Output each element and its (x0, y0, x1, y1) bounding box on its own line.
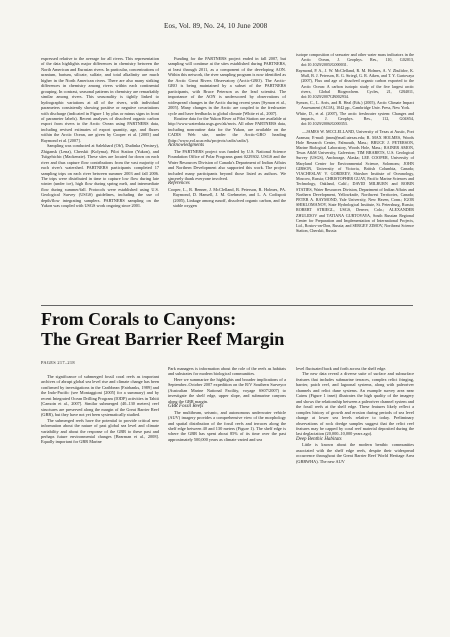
paragraph: The submerged reefs have the potential to provide critical new information about the nature of past global sea level and climate variability and about the response of the GBR to these past and perhaps future environmental changes [Bearman et al., 2008]. Equally important for GBR Marine (41, 417, 159, 445)
deep-benthic-habitats-heading: Deep Benthic Habitats (296, 436, 342, 442)
paragraph: Funding for the PARTNERS project ended in fall 2007, but sampling will continue at the sites established during PARTNERS, at least through 2011, as a component of the developing AON. Within this network, the river sampling program is now identified as the Arctic Great Rivers Observatory (Arctic-GRO). The Arctic-GRO is being maintained by a subset of the PARTNERS participants, with Bruce Peterson as the lead scientist. The importance of the AON is underscored by observations of widespread changes in the Arctic during recent years [Symon et al., 2005]. Many changes in the Arctic are coupled to the freshwater cycle and have feedbacks to global climate [White et al., 2007]. (168, 56, 286, 116)
reference-item: isotope composition of seawater and other water mass indicators in the Arctic Ocean, J. Geophys. Res., 110, G02013, doi:10.1029/2005JG000031. (296, 52, 414, 68)
author-list: —JAMES W. MCCLELLAND, University of Texas at Austic, Port Aransas; E-mail: jimm@mail.utexas.edu; R. MAX HOLMES, Woods Hole Research Center, Falmouth, Mass.; BRUCE J. PETERSON, Marine Biological Laboratory, Woods Hole, Mass.; RAINER AMON, Texas A&M University, Galveston; TIM BRABETS, U.S. Geological Survey (USGS), Anchorage, Alaska; LEE COOPER, University of Maryland Center for Environmental Science, Solomons; JOHN GIBSON, University of Victoria, British Columbia, Canada; VIACHESLAV V. GORDEEV, Shirshov Institute of Oceanology, Moscow, Russia; CHRISTOPHER GUAY, Pacific Marine Sciences and Technology, Oakland, Calif.; DAVID MILBURN and ROBIN STATIES, Water Resources Division, Department of Indian Affairs and Northern Development, Yellowknife, Northwest Territories, Canada; PETER A. RAYMOND, Yale University, New Haven, Conn.; IGOR SHIKLOMANOV, State Hydrological Institute, St. Petersburg, Russia; ROBERT STRIEGL, USGS, Denver, Colo.; ALEXANDER ZHULIDOV and TATIANA GURTOVAYA, South Russian Regional Center for Preparation and Implementation of International Projects, Ltd., Rostov-on-Don, Russia; and SERGEY ZIMOV, Northeast Science Station, Cherskii, Russia (296, 129, 414, 234)
section-divider (41, 305, 413, 306)
paragraph: Routine data for the Yukon River at Pilot Station are available at http://www.waterdata.usgs.gov/ak/nwis. All other PARTNERS data, including nonroutine data for the Yukon, are available on the CADIS Web site, under the Arctic-GRO heading (http://www.eol.ucar.edu/projects/cadis/cadis/). (168, 115, 286, 143)
paragraph: Park managers is information about the role of the reefs as habitats and substrates for modern biological communities. (168, 366, 286, 377)
page-range: PAGES 217–218 (41, 360, 75, 365)
paragraph: level fluctuated back and forth across the shelf edge. (296, 366, 387, 371)
article-column-1 (41, 374, 159, 445)
article-title-line-2: The Great Barrier Reef Margin (41, 329, 285, 349)
reference-item: Raymond, P. A., J. W. McClelland, R. M. Holmes, A. V. Zhulidov, K. Mull, B. J. Peterson, R. G. Striegl, G. R. Aiken, and T. Y. Gurtovaya (2007), Flux and age of dissolved organic carbon exported to the Arctic Ocean: A carbon isotopic study of the five largest arctic rivers, Global Biogeochem. Cycles, 21, GB4011, doi:10.1029/2007GB002934. (296, 68, 414, 99)
journal-header: Eos, Vol. 89, No. 24, 10 June 2008 (164, 22, 268, 30)
column-3 (296, 52, 414, 233)
article-column-2 (168, 366, 286, 442)
paragraph: The new data reveal a diverse suite of surface and subsurface features that includes submarine terraces, complex relict fringing, barrier, patch reef, and lagoonal systems, along with paleoriver channels and relict dune systems. An example survey area near Cairns (Figure 1 inset) illustrates the high quality of the imagery and shows the relationship between a paleoriver channel system and the fossil reefs at the shelf edge. These features likely reflect a complex history of growth and erosion during periods of sea level change at lower sea levels relative to today. Preliminary observations of rock dredge samples suggest that the relict reef features may be capped by coral reef material deposited during the last deglaciation (20,000–10,000 years ago). (296, 371, 414, 437)
paragraph: The significance of submerged fossil coral reefs as important archives of abrupt global sea level rise and climate change has been confirmed by investigations in the Caribbean [Fairbanks, 1989] and the Indo-Pacific (see Montaggioni [2005] for a summary) and by recent Integrated Ocean Drilling Program (IODP) activities in Tahiti [Camoin et al., 2007]. Similar submerged (40–130 meters) reef structures are preserved along the margin of the Great Barrier Reef (GBR), but they have not yet been systematically studied. (41, 374, 159, 418)
acknowledgments-text: The PARTNERS project was funded by U.S. National Science Foundation Office of Polar Programs grant 0229302. USGS and the Water Resources Division of Canada's Department of Indian Affairs and Northern Development also supported this work. The project included many participants beyond those listed as authors. We sincerely thank everyone involved. (168, 148, 286, 181)
article-column-3 (296, 366, 414, 464)
acknowledgments-heading: Acknowledgments (168, 143, 205, 149)
paragraph: Sampling was conducted at Salekhard (Ob'), Dudinka (Yenisey), Zhigansk (Lena), Cherskii (Kolyma), Pilot Station (Yukon), and Tsiigehtchic (Mackenzie). These sites are located far down on each river and thus capture flow contributions from the vast majority of each river's watershed. PARTNERS participants completed 17 sampling trips on each river between summer 2003 and fall 2006. The trips were distributed in time to capture low flow during late winter (under ice), high flow during spring melt, and intermediate flow during summer/fall. Protocols were established using U.S. Geological Survey (USGS) guidelines, including the use of depth/flow integrating samplers. PARTNERS sampling on the Yukon was coupled with USGS work ongoing since 2001. (41, 143, 159, 209)
paragraph: The multibeam, seismic, and autonomous underwater vehicle (AUV) imagery provides a comprehensive view of the morphology and spatial distribution of the fossil reefs and terraces along the shelf edge between 40 and 130 meters (Figure 1). The shelf edge is where the GBR has spent about 85% of its time over the past approximately 500,000 years as climate varied and sea (168, 409, 286, 442)
article-title-line-1: From Corals to Canyons: (41, 309, 237, 329)
gbr-fossil-reefs-heading: GBR Fossil Reefs (168, 404, 204, 410)
column-1 (41, 56, 159, 209)
paragraph: Here we summarize the highlights and broader implications of a September–October 2007 expedition on the R/V Southern Surveyor (Australian Marine National Facility, voyage SS07/2007) to investigate the shelf edge, upper slope, and submarine canyons along the GBR margin. (168, 376, 286, 404)
paragraph: Little is known about the modern benthic communities associated with the shelf edge reefs, despite their widespread occurrence throughout the Great Barrier Reef World Heritage Area (GBRWHA). The new AUV (296, 442, 414, 464)
reference-item: White, D., et al. (2007), The arctic freshwater system: Changes and impacts, J. Geophys. Res., 112, G04S54, doi:10.1029/2006JG000353. (296, 111, 414, 127)
paragraph: expressed relative to the average for all rivers. This representation of the data highlights major differences in chemistry between the North American and Eurasian rivers. In particular, concentrations of uranium, barium, silicate, sulfate, and total alkalinity are much higher in the North American rivers. There are also many striking differences in chemistry among rivers within each continental grouping. In contrast, seasonal patterns in chemistry are remarkably similar among rivers. This seasonality is tightly linked to hydrographic variations at all of the rivers, with individual parameters consistently showing positive or negative covariations with discharge (indicated in Figure 1 by plus or minus signs in front of parameter labels). Recent analyses of dissolved organic carbon export from rivers to the Arctic Ocean using PARTNERS data, including revised estimates of export quantity, age, and fluxes within the Arctic Ocean, are given by Cooper et al. [2005] and Raymond et al. [2007]. (41, 56, 159, 143)
column-2 (168, 56, 286, 210)
references-heading: References (168, 181, 190, 187)
reference-item: Symon, C., L. Arris, and B. Heal (Eds.) (2005), Arctic Climate Impact Assessment (ACIA), 1042 pp., Cambridge Univ. Press, New York. (296, 99, 414, 110)
reference-item: Cooper, L., R. Benner, J. McClelland, B. Peterson, R. Holmes, PA. Raymond, D. Hansell, J. M. Grebmeier, and L. A. Codispoti (2005), Linkage among runoff, dissolved organic carbon, and the stable oxygen (168, 186, 286, 209)
